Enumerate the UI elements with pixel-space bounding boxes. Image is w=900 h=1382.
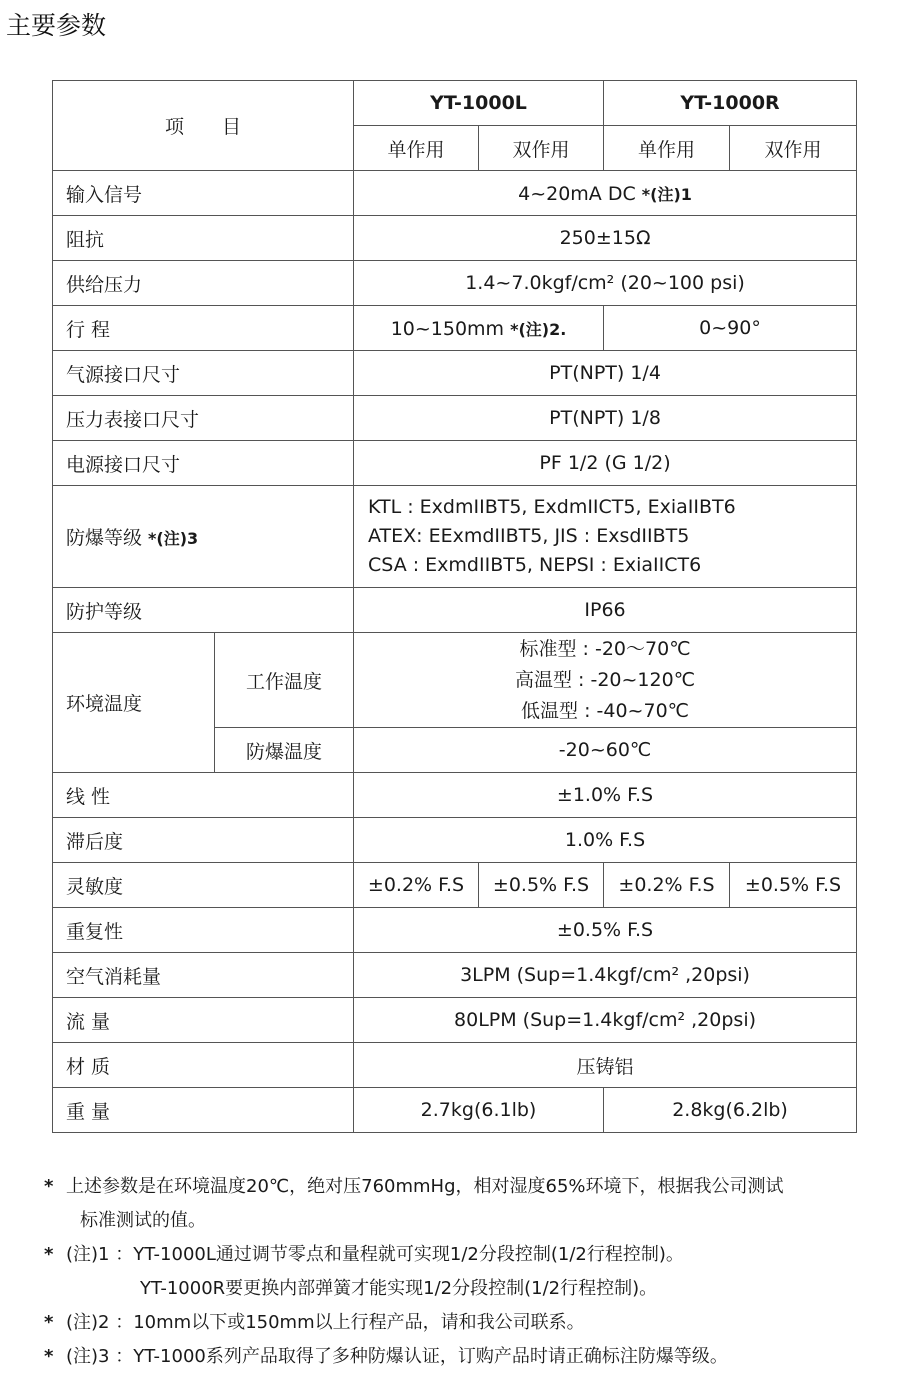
header-item: 项 目 bbox=[53, 81, 354, 171]
table-row bbox=[53, 351, 857, 396]
row-label: 空气消耗量 bbox=[53, 953, 354, 998]
table-row bbox=[53, 171, 857, 216]
table-row bbox=[53, 441, 857, 486]
note-star: * bbox=[44, 1176, 54, 1197]
note-mark: *(注)2. bbox=[510, 319, 567, 339]
work-temp-line: 低温型 : -40~70℃ bbox=[521, 699, 689, 722]
row-value: 4~20mA DC *(注)1 bbox=[354, 171, 857, 216]
explosion-line: CSA : ExmdIIBT5, NEPSI : ExiaIICT6 bbox=[368, 554, 702, 576]
ex-temp-label: 防爆温度 bbox=[215, 728, 354, 773]
explosion-list bbox=[354, 486, 857, 588]
table-row bbox=[53, 1088, 857, 1133]
footnote: * 上述参数是在环境温度20℃，绝对压760mmHg，相对湿度65%环境下，根据我公司测试 bbox=[44, 1170, 884, 1204]
row-value: PT(NPT) 1/8 bbox=[354, 396, 857, 441]
row-label: 输入信号 bbox=[53, 171, 354, 216]
row-label: 供给压力 bbox=[53, 261, 354, 306]
row-value-l: 2.7kg(6.1lb) bbox=[354, 1088, 604, 1133]
note-mark: *(注)3 bbox=[148, 529, 199, 548]
table-row bbox=[53, 998, 857, 1043]
row-value: PT(NPT) 1/4 bbox=[354, 351, 857, 396]
row-label: 压力表接口尺寸 bbox=[53, 396, 354, 441]
row-label: 重复性 bbox=[53, 908, 354, 953]
table-row bbox=[53, 216, 857, 261]
table-row bbox=[53, 773, 857, 818]
explosion-line: ATEX: EExmdIIBT5, JIS : ExsdIIBT5 bbox=[368, 525, 690, 547]
footnote-continuation: YT-1000R要更换内部弹簧才能实现1/2分段控制(1/2行程控制)。 bbox=[140, 1278, 658, 1299]
row-label: 流 量 bbox=[53, 998, 354, 1043]
row-value: IP66 bbox=[354, 588, 857, 633]
table-row bbox=[53, 396, 857, 441]
table-row bbox=[53, 588, 857, 633]
row-value-r: 0~90° bbox=[604, 306, 857, 351]
row-label: 滞后度 bbox=[53, 818, 354, 863]
work-temp-line: 高温型 : -20~120℃ bbox=[515, 668, 696, 691]
row-label: 阻抗 bbox=[53, 216, 354, 261]
row-label: 防护等级 bbox=[53, 588, 354, 633]
table-row bbox=[53, 1043, 857, 1088]
header-single-l: 单作用 bbox=[354, 126, 479, 171]
ex-temp-value: -20~60℃ bbox=[354, 728, 857, 773]
table-row bbox=[53, 261, 857, 306]
sensitivity-value: ±0.2% F.S bbox=[604, 863, 730, 908]
footnotes bbox=[44, 1170, 884, 1374]
header-model-l: YT-1000L bbox=[354, 81, 604, 126]
header-single-r: 单作用 bbox=[604, 126, 730, 171]
footnote: * (注)2 ：10mm以下或150mm以上行程产品，请和我公司联系。 bbox=[44, 1306, 884, 1340]
row-label: 电源接口尺寸 bbox=[53, 441, 354, 486]
row-label: 灵敏度 bbox=[53, 863, 354, 908]
sensitivity-value: ±0.5% F.S bbox=[730, 863, 857, 908]
sensitivity-value: ±0.2% F.S bbox=[354, 863, 479, 908]
row-value: ±1.0% F.S bbox=[354, 773, 857, 818]
row-value: PF 1/2 (G 1/2) bbox=[354, 441, 857, 486]
row-value: 3LPM (Sup=1.4kgf/cm² ,20psi) bbox=[354, 953, 857, 998]
footnote-continuation: 标准测试的值。 bbox=[80, 1210, 206, 1231]
row-value-l: 10~150mm *(注)2. bbox=[354, 306, 604, 351]
row-label: 环境温度 bbox=[53, 633, 215, 773]
row-label: 线 性 bbox=[53, 773, 354, 818]
row-value: 1.0% F.S bbox=[354, 818, 857, 863]
note-star: * bbox=[44, 1346, 54, 1367]
row-label: 防爆等级 *(注)3 bbox=[53, 486, 354, 588]
row-label: 材 质 bbox=[53, 1043, 354, 1088]
note-star: * bbox=[44, 1312, 54, 1333]
row-value: 1.4~7.0kgf/cm² (20~100 psi) bbox=[354, 261, 857, 306]
table-row bbox=[53, 908, 857, 953]
header-model-r: YT-1000R bbox=[604, 81, 857, 126]
page-title: 主要参数 bbox=[6, 11, 107, 40]
table-row bbox=[53, 633, 857, 728]
sensitivity-value: ±0.5% F.S bbox=[479, 863, 604, 908]
table-row bbox=[53, 818, 857, 863]
table-row bbox=[53, 953, 857, 998]
row-label: 重 量 bbox=[53, 1088, 354, 1133]
work-temp-values bbox=[354, 633, 857, 728]
row-label: 气源接口尺寸 bbox=[53, 351, 354, 396]
footnote: * (注)3 ：YT-1000系列产品取得了多种防爆认证，订购产品时请正确标注防爆等级。 bbox=[44, 1340, 884, 1374]
row-value: 压铸铝 bbox=[354, 1043, 857, 1088]
row-value: 80LPM (Sup=1.4kgf/cm² ,20psi) bbox=[354, 998, 857, 1043]
note-mark: *(注)1 bbox=[641, 184, 692, 204]
header-double-r: 双作用 bbox=[730, 126, 857, 171]
footnote: * (注)1 ：YT-1000L通过调节零点和量程就可实现1/2分段控制(1/2行程控制)。 bbox=[44, 1238, 884, 1272]
explosion-line: KTL : ExdmIIBT5, ExdmIICT5, ExiaIIBT6 bbox=[368, 496, 736, 518]
table-row bbox=[53, 863, 857, 908]
note-star: * bbox=[44, 1244, 54, 1265]
work-temp-line: 标准型 : -20～70℃ bbox=[519, 637, 691, 660]
table-row bbox=[53, 486, 857, 588]
row-value: ±0.5% F.S bbox=[354, 908, 857, 953]
work-temp-label: 工作温度 bbox=[215, 633, 354, 728]
row-value-r: 2.8kg(6.2lb) bbox=[604, 1088, 857, 1133]
row-value: 250±15Ω bbox=[354, 216, 857, 261]
spec-table bbox=[52, 80, 857, 1133]
header-double-l: 双作用 bbox=[479, 126, 604, 171]
row-label: 行 程 bbox=[53, 306, 354, 351]
table-row bbox=[53, 306, 857, 351]
